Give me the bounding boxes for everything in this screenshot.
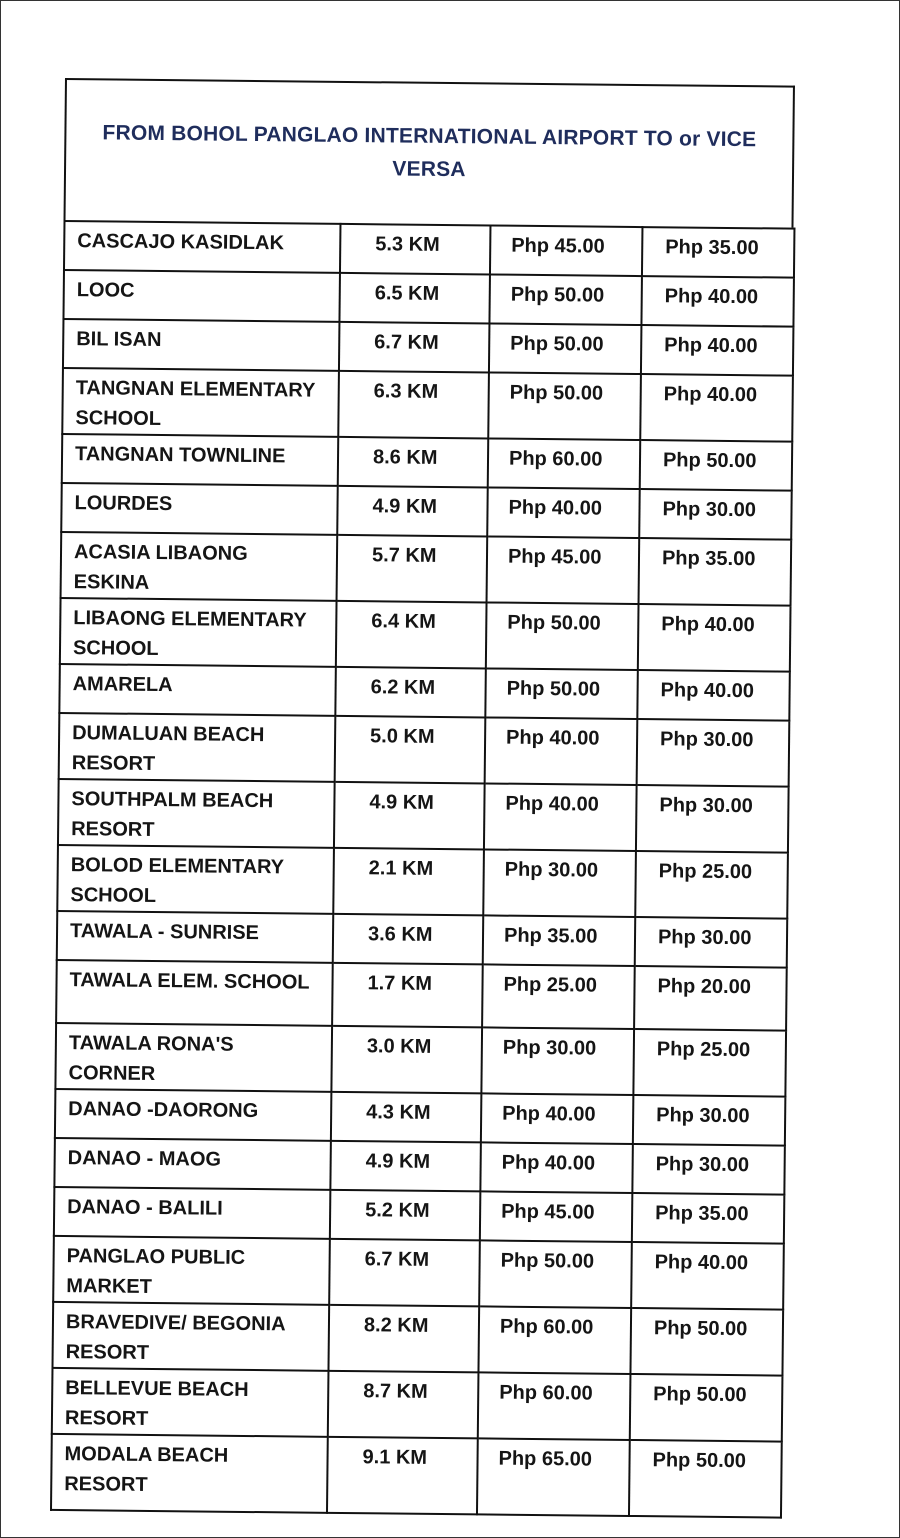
place-cell: TANGNAN TOWNLINE [62,434,338,486]
fare-cell-2: Php 30.00 [639,489,792,540]
place-cell: DANAO - BALILI [54,1187,330,1239]
fare-cell-2: Php 20.00 [634,966,787,1031]
place-cell: TAWALA - SUNRISE [57,911,333,963]
fare-cell-1: Php 50.00 [489,323,642,374]
fare-cell-1: Php 45.00 [480,1191,633,1242]
table-row [53,1236,784,1310]
fare-cell-2: Php 50.00 [640,440,793,491]
fare-cell-1: Php 60.00 [478,1372,631,1440]
fare-cell-1: Php 30.00 [483,849,636,917]
distance-cell: 3.6 KM [333,914,484,965]
fare-cell-2: Php 35.00 [632,1193,785,1244]
table-row [56,960,787,1031]
fare-cell-2: Php 30.00 [632,1144,785,1195]
fare-cell-1: Php 40.00 [480,1142,633,1193]
place-cell: TAWALA RONA'S CORNER [55,1023,332,1092]
header-box [63,78,794,230]
distance-cell: 8.2 KM [328,1305,479,1373]
fare-cell-1: Php 45.00 [487,536,640,604]
distance-cell: 6.5 KM [339,273,490,324]
fare-cell-2: Php 35.00 [642,227,795,278]
distance-cell: 6.7 KM [339,322,490,373]
place-cell: BIL ISAN [63,319,339,371]
fare-cell-2: Php 50.00 [630,1308,783,1376]
distance-cell: 1.7 KM [332,963,483,1028]
fare-cell-2: Php 30.00 [636,785,789,853]
table-row [61,532,792,606]
distance-cell: 2.1 KM [333,848,484,916]
distance-cell: 4.9 KM [334,782,485,850]
place-cell: TAWALA ELEM. SCHOOL [56,960,333,1026]
table-row [62,368,793,442]
table-row [52,1368,783,1442]
fare-cell-1: Php 65.00 [477,1438,630,1516]
fare-cell-2: Php 50.00 [630,1374,783,1442]
fare-cell-1: Php 40.00 [481,1093,634,1144]
table-row [57,911,787,968]
fare-cell-1: Php 30.00 [481,1027,634,1095]
fare-cell-2: Php 25.00 [633,1029,786,1097]
fare-cell-1: Php 60.00 [488,438,641,489]
distance-cell: 3.0 KM [331,1026,482,1094]
table-row [63,319,793,376]
place-cell: SOUTHPALM BEACH RESORT [58,779,335,848]
distance-cell: 6.2 KM [335,667,486,718]
fare-cell-1: Php 40.00 [485,717,638,785]
table-row [55,1089,785,1146]
table-row [64,221,794,278]
table-row [52,1302,783,1376]
fare-cell-1: Php 50.00 [488,372,641,440]
distance-cell: 5.3 KM [340,224,491,275]
fare-cell-2: Php 40.00 [631,1242,784,1310]
fare-cell-2: Php 30.00 [635,917,788,968]
distance-cell: 6.4 KM [336,601,487,669]
place-cell: DANAO - MAOG [54,1138,330,1190]
fare-cell-1: Php 50.00 [479,1240,632,1308]
place-cell: BRAVEDIVE/ BEGONIA RESORT [52,1302,329,1371]
place-cell: ACASIA LIBAONG ESKINA [61,532,338,601]
place-cell: PANGLAO PUBLIC MARKET [53,1236,330,1305]
table-row [61,483,791,540]
fare-cell-2: Php 30.00 [633,1095,786,1146]
fare-cell-1: Php 40.00 [487,487,640,538]
fare-cell-2: Php 40.00 [638,604,791,672]
fare-cell-2: Php 40.00 [641,276,794,327]
table-row [54,1187,784,1244]
place-cell: TANGNAN ELEMENTARY SCHOOL [62,368,339,437]
table-row [57,845,788,919]
distance-cell: 5.0 KM [335,716,486,784]
fare-cell-1: Php 35.00 [483,915,636,966]
fare-cell-1: Php 25.00 [482,964,635,1029]
fare-cell-1: Php 60.00 [478,1306,631,1374]
distance-cell: 6.3 KM [338,371,489,439]
fare-table [50,220,795,1519]
place-cell: LOOC [63,270,339,322]
distance-cell: 4.9 KM [330,1141,481,1192]
fare-cell-2: Php 40.00 [640,374,793,442]
table-row [54,1138,784,1195]
place-cell: LIBAONG ELEMENTARY SCHOOL [60,598,337,667]
distance-cell: 8.7 KM [328,1371,479,1439]
fare-cell-2: Php 35.00 [639,538,792,606]
page-title: FROM BOHOL PANGLAO INTERNATIONAL AIRPORT TO or VICE VERSA [102,121,757,182]
distance-cell: 9.1 KM [327,1437,478,1515]
table-row [51,1434,782,1518]
distance-cell: 5.7 KM [337,535,488,603]
table-row [59,713,790,787]
table-row [59,664,789,721]
table-row [60,598,791,672]
distance-cell: 6.7 KM [329,1239,480,1307]
table-row [58,779,789,853]
place-cell: DUMALUAN BEACH RESORT [59,713,336,782]
fare-cell-1: Php 40.00 [484,783,637,851]
place-cell: BOLOD ELEMENTARY SCHOOL [57,845,334,914]
place-cell: DANAO -DAORONG [55,1089,331,1141]
distance-cell: 4.9 KM [337,486,488,537]
place-cell: LOURDES [61,483,337,535]
fare-cell-2: Php 50.00 [629,1440,782,1518]
place-cell: BELLEVUE BEACH RESORT [52,1368,329,1437]
fare-cell-2: Php 40.00 [637,670,790,721]
table-row [62,434,792,491]
fare-cell-1: Php 50.00 [489,274,642,325]
place-cell: CASCAJO KASIDLAK [64,221,340,273]
place-cell: AMARELA [59,664,335,716]
distance-cell: 4.3 KM [331,1092,482,1143]
table-row [63,270,793,327]
place-cell: MODALA BEACH RESORT [51,1434,328,1513]
fare-sheet [50,78,805,1496]
fare-cell-2: Php 40.00 [641,325,794,376]
table-row [55,1023,786,1097]
fare-cell-2: Php 30.00 [637,719,790,787]
fare-cell-2: Php 25.00 [635,851,788,919]
distance-cell: 8.6 KM [338,437,489,488]
fare-table-body [51,221,794,1518]
fare-cell-1: Php 45.00 [490,225,643,276]
fare-cell-1: Php 50.00 [486,602,639,670]
distance-cell: 5.2 KM [330,1190,481,1241]
fare-cell-1: Php 50.00 [485,668,638,719]
